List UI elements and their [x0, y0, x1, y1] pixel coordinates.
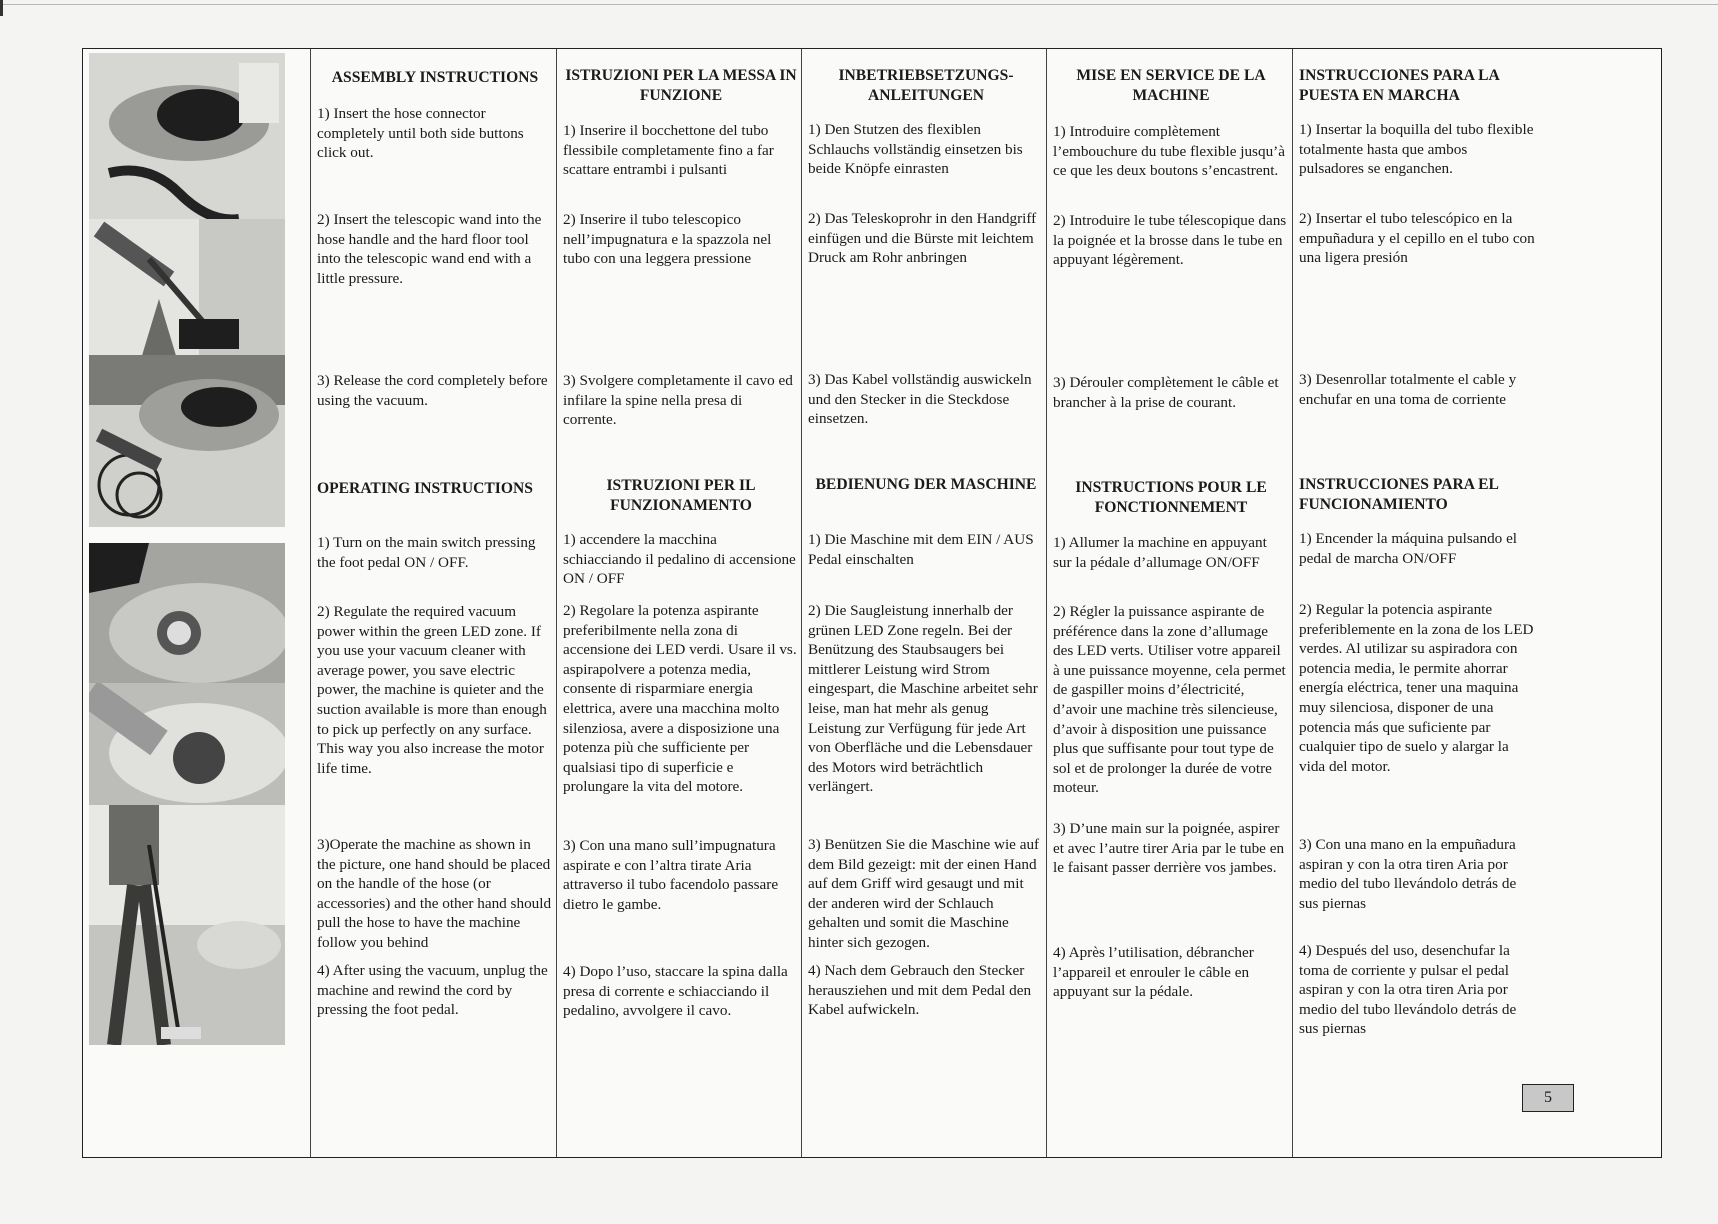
operating-step-4: 4) Après l’utilisation, débrancher l’appareil et enrouler le câble en appuyant sur la pédale. [1053, 944, 1254, 1001]
assembly-step-1: 1) Introduire complètement l’embouchure du tube flexible jusqu’à ce que les deux boutons s’encastrent. [1053, 123, 1285, 180]
assembly-step-3: 3) Das Kabel vollständig auswickeln und den Stecker in die Steckdose einsetzen. [808, 371, 1032, 428]
top-rule [0, 4, 1718, 5]
operating-step-4: 4) After using the vacuum, unplug the machine and rewind the cord by pressing the foot pedal. [317, 962, 548, 1019]
assembly-heading: ISTRUZIONI PER LA MESSA IN FUNZIONE [565, 67, 797, 104]
column-english [310, 49, 556, 1157]
operating-step-1: 1) Allumer la machine en appuyant sur la pédale d’allumage ON/OFF [1053, 534, 1267, 571]
assembly-step-2: 2) Insert the telescopic wand into the hose handle and the hard floor tool into the telescopic wand end with a little pressure. [317, 211, 542, 287]
operating-heading: INSTRUCTIONS POUR LE FONCTIONNEMENT [1075, 479, 1267, 516]
assembly-heading: INSTRUCCIONES PARA LA PUESTA EN MARCHA [1299, 67, 1499, 104]
assembly-step-2: 2) Inserire il tubo telescopico nell’impugnatura e la spazzola nel tubo con una leggera pressione [563, 211, 772, 268]
column-italian [556, 49, 801, 1157]
operating-step-1: 1) Die Maschine mit dem EIN / AUS Pedal einschalten [808, 531, 1034, 568]
operating-step-3: 3)Operate the machine as shown in the picture, one hand should be placed on the handle of the hose (or accessories) and the other hand should pull the hose to have the machine follow you behind [317, 836, 552, 951]
operating-step-3: 3) Con una mano en la empuñadura aspiran y con la otra tiren Aria por medio del tubo llevándolo detrás de sus piernas [1299, 836, 1517, 912]
operating-step-2: 2) Die Saugleistung innerhalb der grünen LED Zone regeln. Bei der Benützung des Staubsaugers bei mittlerer Leistung wird Strom eingespart, die Maschine arbeitet sehr leise, man hat mehr als genug Leistung zur Verfügung für jede Art von Oberfläche und die Lebensdauer des Motors wird beträchtlich verlängert. [808, 602, 1038, 796]
page-number: 5 [1522, 1084, 1574, 1112]
assembly-step-2: 2) Insertar el tubo telescópico en la empuñadura y el cepillo en el tubo con una ligera presión [1299, 210, 1535, 267]
operating-step-2: 2) Regulate the required vacuum power within the green LED zone. If you use your vacuum cleaner with average power, you save electric power, the machine is quieter and the suction available is more than enough to pick up perfectly on any surface. This way you also increase the motor life time. [317, 603, 547, 777]
assembly-step-1: 1) Den Stutzen des flexiblen Schlauchs vollständig einsetzen bis beide Knöpfe einrasten [808, 121, 1023, 178]
assembly-heading: INBETRIEBSETZUNGS-ANLEITUNGEN [838, 67, 1014, 104]
photo-cord-release [89, 355, 285, 527]
assembly-step-3: 3) Desenrollar totalmente el cable y enchufar en una toma de corriente [1299, 371, 1517, 408]
operating-step-4: 4) Dopo l’uso, staccare la spina dalla presa di corrente e schiacciando il pedalino, avvolgere il cavo. [563, 963, 788, 1020]
operating-step-4: 4) Nach dem Gebrauch den Stecker herausziehen und mit dem Pedal den Kabel aufwickeln. [808, 962, 1032, 1019]
operating-heading: BEDIENUNG DER MASCHINE [815, 476, 1037, 493]
column-german [801, 49, 1046, 1157]
operating-step-2: 2) Regolare la potenza aspirante preferibilmente nella zona di accensione dei LED verdi. Usare il vs. aspirapolvere a potenza media, consente di risparmiare energia elettrica, avere una macchina molto silenziosa, avere a disposizione una potenza più che sufficiente per qualsiasi tipo di superficie e prolungare la vita del motore. [563, 602, 797, 796]
operating-step-1: 1) accendere la macchina schiacciando il pedalino di accensione ON / OFF [563, 531, 796, 588]
assembly-step-3: 3) Release the cord completely before using the vacuum. [317, 372, 548, 409]
photo-foot-pedal [89, 543, 285, 683]
operating-step-3: 3) Benützen Sie die Maschine wie auf dem Bild gezeigt: mit der einen Hand auf dem Griff wird gesaugt und mit der anderen wird der Schlauch gehalten und somit die Maschine hinter sich gezogen. [808, 836, 1040, 951]
operating-heading: OPERATING INSTRUCTIONS [317, 480, 533, 497]
operating-step-1: 1) Encender la máquina pulsando el pedal de marcha ON/OFF [1299, 530, 1518, 567]
manual-page [82, 48, 1662, 1158]
operating-heading: ISTRUZIONI PER IL FUNZIONAMENTO [606, 477, 756, 514]
column-french [1046, 49, 1292, 1157]
assembly-step-1: 1) Insert the hose connector completely until both side buttons click out. [317, 105, 524, 162]
assembly-heading: MISE EN SERVICE DE LA MACHINE [1076, 67, 1266, 104]
photo-operating-vacuum [89, 805, 285, 1045]
operating-step-2: 2) Regular la potencia aspirante preferiblemente en la zona de los LED verdes. Al utilizar su aspiradora con potencia media, le permite ahorrar energía eléctrica, tener una maquina muy silenciosa, disponer de una potencia más que suficiente par cualquier tipo de suelo y alargar la vida del motor. [1299, 601, 1534, 775]
operating-step-4: 4) Después del uso, desenchufar la toma de corriente y pulsar el pedal aspiran y con la otra tiren Aria por medio del tubo llevándolo detrás de sus piernas [1299, 942, 1517, 1038]
assembly-step-2: 2) Introduire le tube télescopique dans la poignée et la brosse dans le tube en appuyant légèrement. [1053, 212, 1287, 269]
assembly-step-1: 1) Inserire il bocchettone del tubo flessibile completamente fino a far scattare entrambi i pulsanti [563, 122, 774, 179]
assembly-step-2: 2) Das Teleskoprohr in den Handgriff einfügen und die Bürste mit leichtem Druck am Rohr anbringen [808, 210, 1037, 267]
operating-step-3: 3) Con una mano sull’impugnatura aspirate e con l’altra tirate Aria attraverso il tubo facendolo passare dietro le gambe. [563, 837, 779, 913]
photo-hose-connector [89, 53, 285, 219]
column-spanish [1292, 49, 1661, 1157]
binding-mark [0, 0, 3, 16]
operating-heading: INSTRUCCIONES PARA EL FUNCIONAMIENTO [1299, 476, 1499, 513]
assembly-step-3: 3) Dérouler complètement le câble et brancher à la prise de courant. [1053, 374, 1279, 411]
photo-column [83, 49, 311, 1157]
operating-step-1: 1) Turn on the main switch pressing the foot pedal ON / OFF. [317, 534, 536, 571]
operating-step-3: 3) D’une main sur la poignée, aspirer et avec l’autre tirer Aria par le tube en le faisant passer derrière vos jambes. [1053, 820, 1285, 877]
assembly-step-3: 3) Svolgere completamente il cavo ed infilare la spine nella presa di corrente. [563, 372, 793, 429]
operating-step-2: 2) Régler la puissance aspirante de préférence dans la zone d’allumage des LED verts. Utiliser votre appareil à une puissance moyenne, cela permet de gaspiller moins d’électricité, d’avoir une machine très silencieuse, d’avoir à disposition une puissance plus que suffisante pour tout type de sol et de prolonger la durée de votre moteur. [1053, 603, 1286, 797]
assembly-heading: ASSEMBLY INSTRUCTIONS [331, 69, 539, 86]
assembly-step-1: 1) Insertar la boquilla del tubo flexible totalmente hasta que ambos pulsadores se enganchen. [1299, 121, 1534, 178]
photo-power-regulator [89, 683, 285, 813]
